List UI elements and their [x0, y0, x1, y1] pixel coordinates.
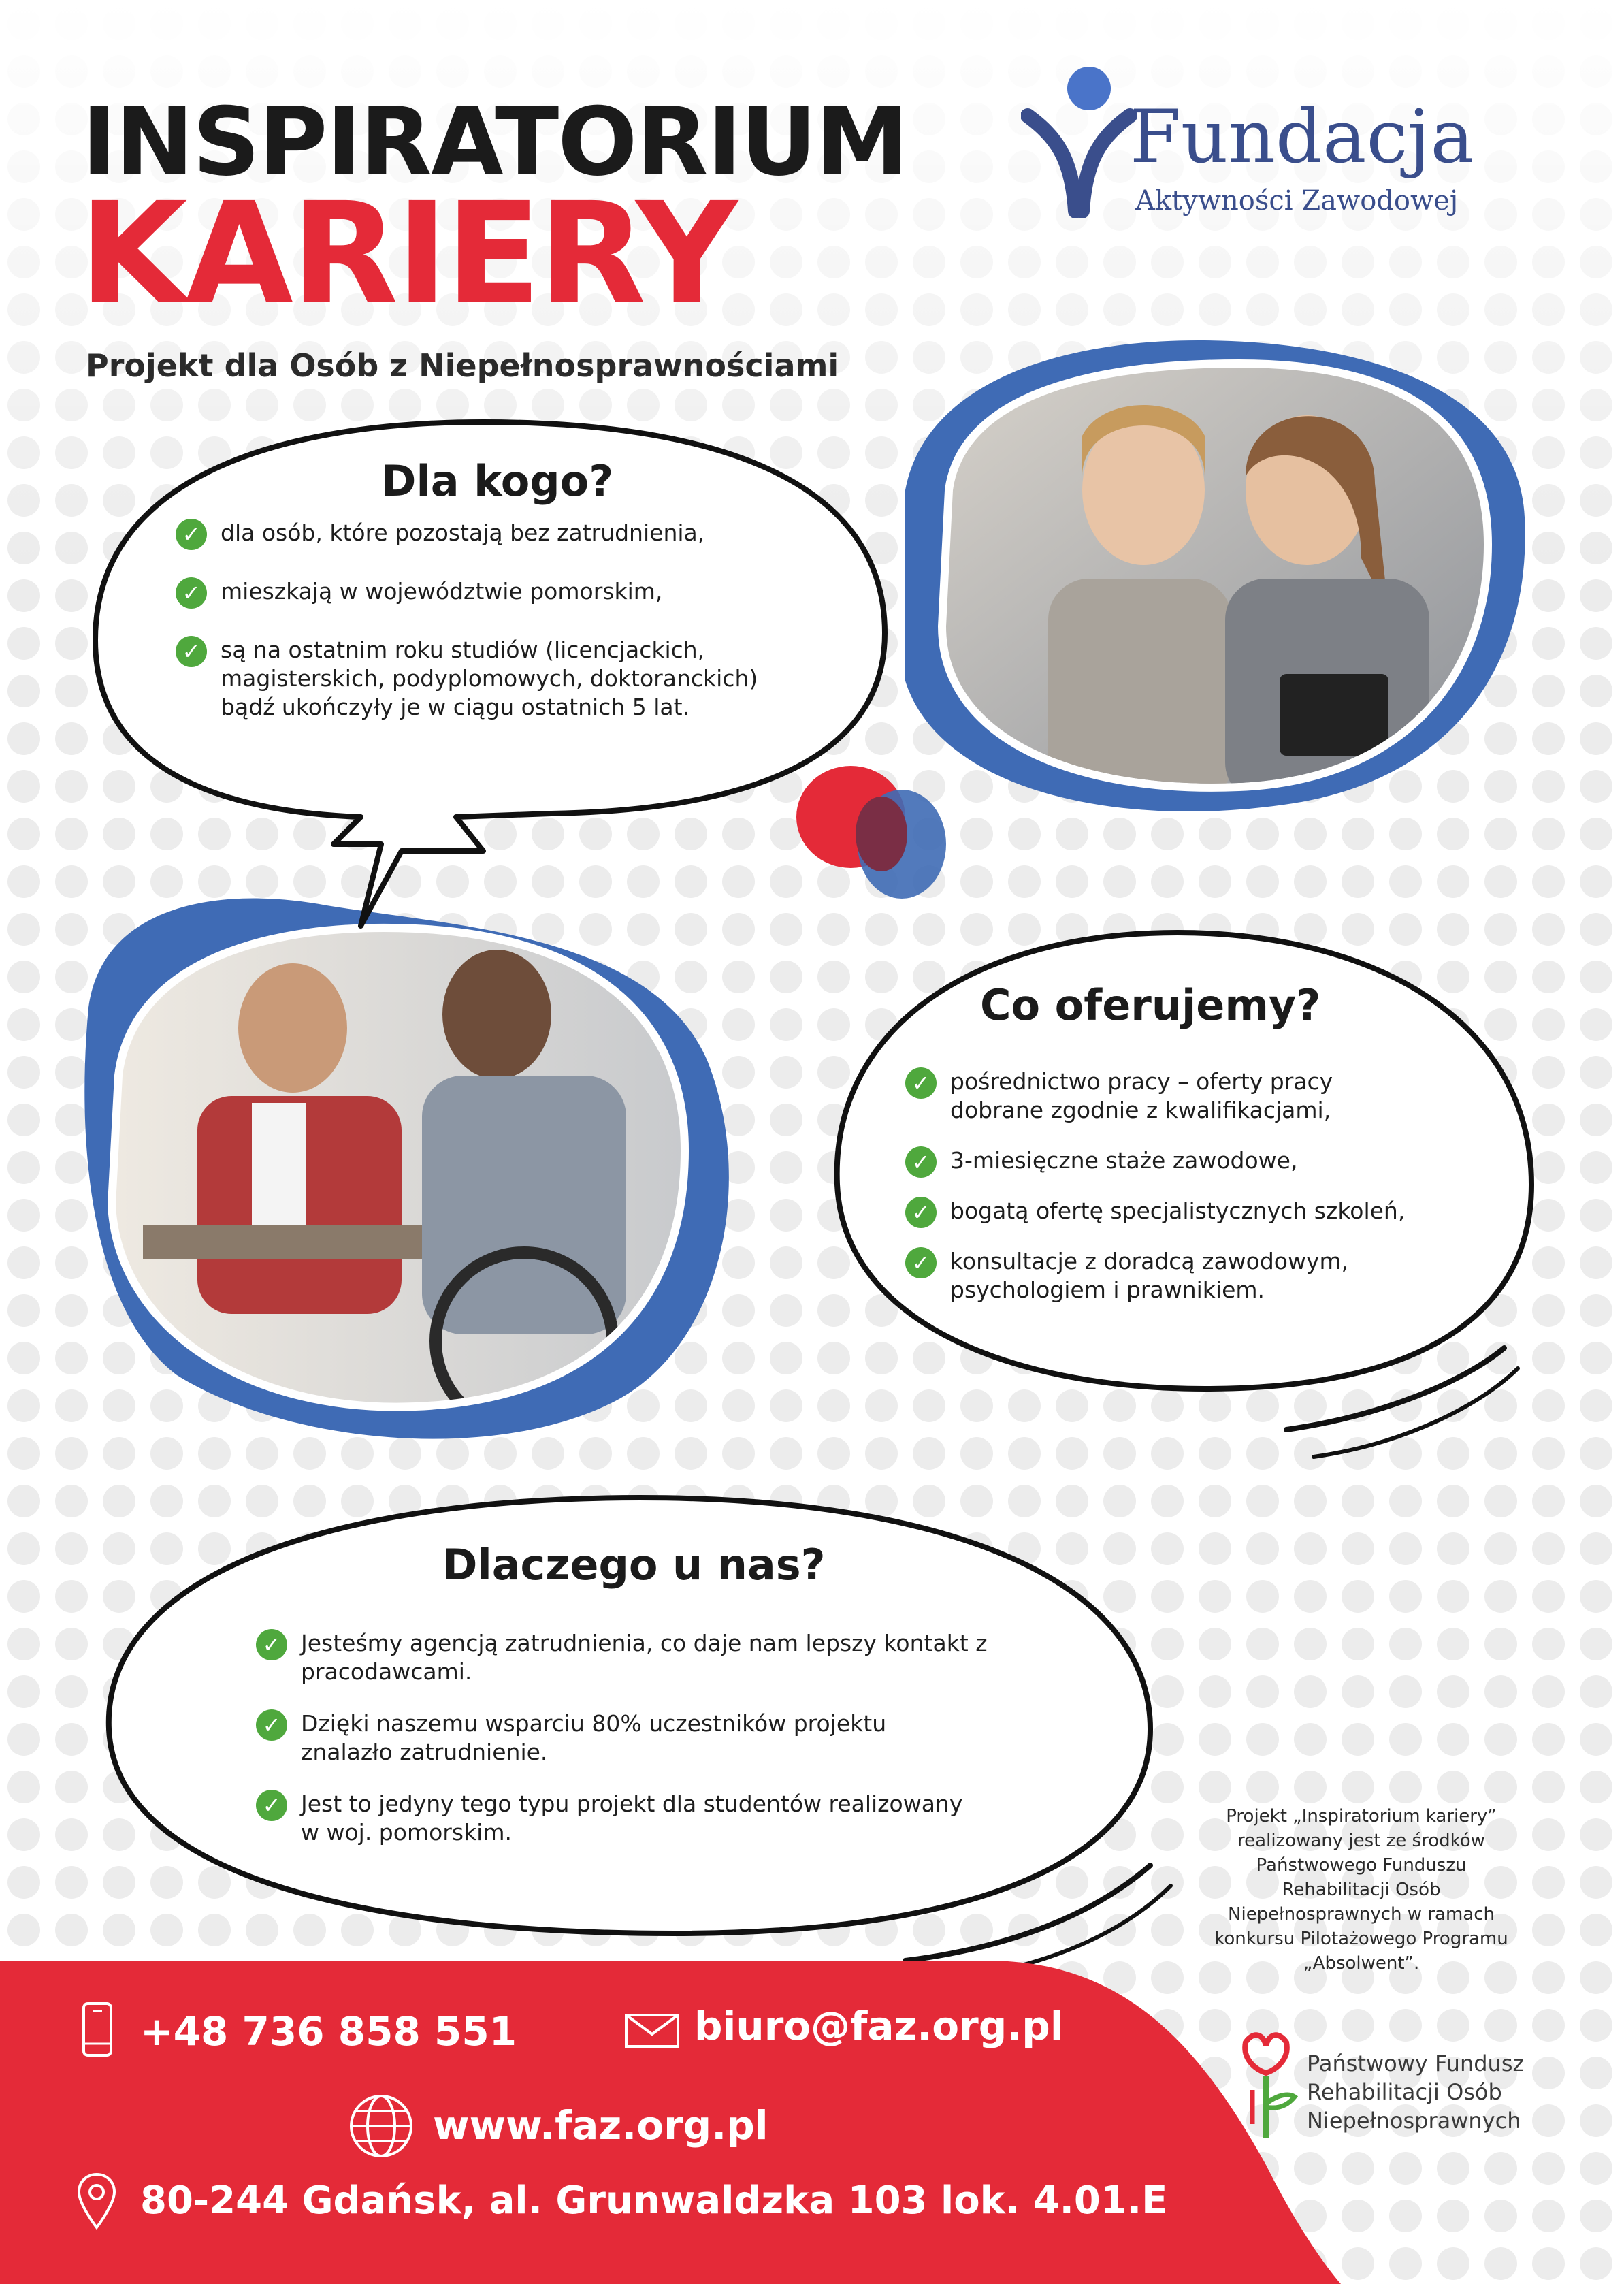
logo-name: Fundacja — [1130, 95, 1474, 180]
co-oferujemy-list — [905, 1067, 1463, 1304]
contact-phone[interactable]: +48 736 858 551 — [140, 2008, 517, 2055]
photo-two-women — [926, 354, 1511, 803]
pfron-line-3: Niepełnosprawnych — [1307, 2108, 1521, 2134]
check-icon: ✓ — [256, 1790, 287, 1821]
pfron-line-1: Państwowy Fundusz — [1307, 2050, 1525, 2076]
list-item: ✓ są na ostatnim roku studiów (licencjackich, magisterskich, podyplomowych, doktoranckich) bądź ukończyły je w ciągu ostatnich 5 lat. — [176, 636, 806, 722]
title-line-2: KARIERY — [79, 172, 735, 336]
dla-kogo-title: Dla kogo? — [381, 456, 614, 506]
check-icon: ✓ — [256, 1709, 287, 1741]
contact-address: 80-244 Gdańsk, al. Grunwaldzka 103 lok. 4.01.E — [140, 2178, 1168, 2223]
list-item: ✓ konsultacje z doradcą zawodowym, psychologiem i prawnikiem. — [905, 1247, 1427, 1304]
photo-man-wheelchair — [102, 905, 701, 1423]
check-icon: ✓ — [176, 577, 207, 609]
dla-kogo-list — [176, 519, 829, 722]
contact-email[interactable]: biuro@faz.org.pl — [694, 2003, 1064, 2049]
list-item: ✓ Jesteśmy agencją zatrudnienia, co daje nam lepszy kontakt z pracodawcami. — [256, 1629, 1036, 1686]
funding-note: Projekt „Inspiratorium kariery” realizowany jest ze środków Państwowego Funduszu Rehabilitacji Osób Niepełnosprawnych w ramach konkursu Pilotażowego Programu „Absolwent”. — [1214, 1806, 1508, 1974]
subtitle: Projekt dla Osób z Niepełnosprawnościami — [86, 347, 839, 384]
list-item: ✓ dla osób, które pozostają bez zatrudnienia, — [176, 519, 829, 547]
globe-icon — [348, 2093, 414, 2159]
location-pin-icon — [76, 2172, 117, 2230]
check-icon: ✓ — [176, 519, 207, 550]
check-icon: ✓ — [905, 1247, 937, 1278]
check-icon: ✓ — [905, 1197, 937, 1228]
contact-website[interactable]: www.faz.org.pl — [433, 2102, 768, 2149]
check-icon: ✓ — [905, 1146, 937, 1178]
logo-tagline: Aktywności Zawodowej — [1135, 185, 1459, 216]
list-item: ✓ mieszkają w województwie pomorskim, — [176, 577, 829, 606]
envelope-icon — [625, 2014, 679, 2048]
dlaczego-list — [256, 1629, 1073, 1847]
list-item: ✓ Jest to jedyny tego typu projekt dla studentów realizowany w woj. pomorskim. — [256, 1790, 968, 1847]
list-item: ✓ bogatą ofertę specjalistycznych szkoleń, — [905, 1197, 1463, 1225]
co-oferujemy-title: Co oferujemy? — [980, 980, 1321, 1030]
pfron-line-2: Rehabilitacji Osób — [1307, 2079, 1502, 2105]
title-line-1: INSPIRATORIUM — [82, 87, 908, 197]
list-item: ✓ pośrednictwo pracy – oferty pracy dobrane zgodnie z kwalifikacjami, — [905, 1067, 1427, 1125]
check-icon: ✓ — [256, 1629, 287, 1660]
check-icon: ✓ — [905, 1067, 937, 1099]
dlaczego-title: Dlaczego u nas? — [442, 1540, 826, 1590]
phone-icon — [82, 2001, 113, 2057]
check-icon: ✓ — [176, 636, 207, 667]
list-item: ✓ 3-miesięczne staże zawodowe, — [905, 1146, 1463, 1175]
list-item: ✓ Dzięki naszemu wsparciu 80% uczestników projektu znalazło zatrudnienie. — [256, 1709, 981, 1767]
